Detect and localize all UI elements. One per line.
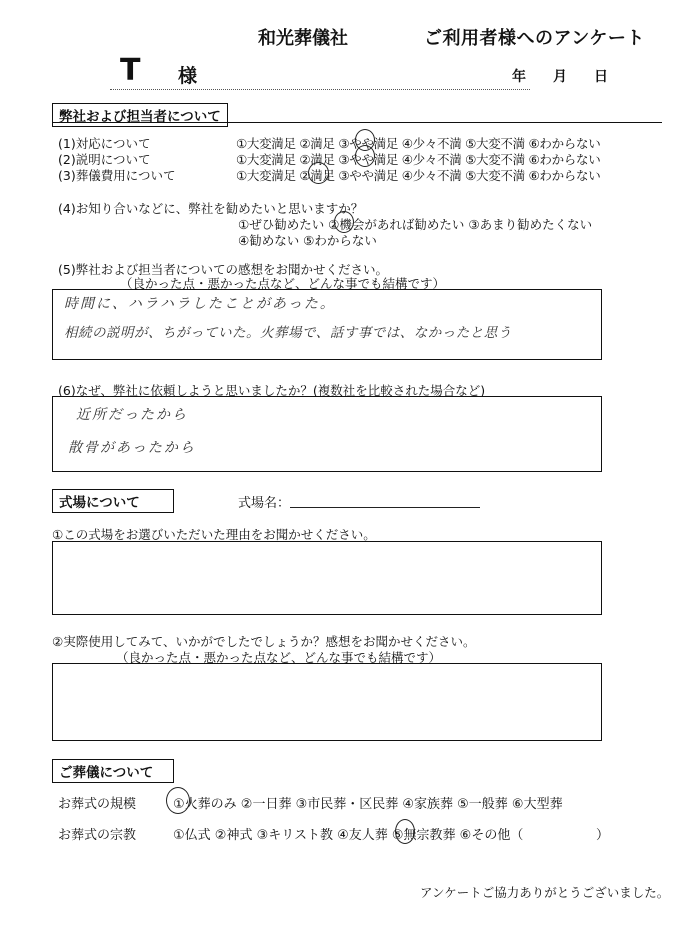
q3-answer-circle (308, 162, 329, 184)
section1-rule (52, 122, 662, 123)
q3-options: ①大変満足 ②満足 ③やや満足 ④少々不満 ⑤大変不満 ⑥わからない (236, 168, 601, 183)
footer-thanks: アンケートご協力ありがとうございました。 (420, 885, 670, 900)
q6-answer-line2: 散骨があったから (68, 440, 196, 456)
date-year: 年 (512, 69, 526, 85)
scale-answer-circle (166, 787, 190, 814)
venue-q2-box (52, 663, 602, 741)
survey-title: ご利用者様へのアンケート (424, 28, 645, 49)
religion-options: ①仏式 ②神式 ③キリスト教 ④友人葬 ⑤無宗教葬 ⑥その他（ (173, 828, 524, 843)
q1-options: ①大変満足 ②満足 ③やや満足 ④少々不満 ⑤大変不満 ⑥わからない (236, 136, 601, 151)
date-day: 日 (594, 69, 608, 85)
q5-sublabel: （良かった点・悪かった点など、どんな事でも結構です） (120, 276, 446, 291)
q5-answer-line2: 相続の説明が、ちがっていた。火葬場で、話す事では、なかったと思う (64, 325, 512, 341)
venue-name-line (290, 507, 480, 508)
venue-q1-box (52, 541, 602, 615)
q4-options-line1: ①ぜひ勧めたい ②機会があれば勧めたい ③あまり勧めたくない (238, 217, 593, 232)
scale-options: ①火葬のみ ②一日葬 ③市民葬・区民葬 ④家族葬 ⑤一般葬 ⑥大型葬 (173, 797, 563, 812)
religion-label: お葬式の宗教 (58, 828, 137, 843)
q4-answer-circle (334, 211, 354, 233)
name-underline (110, 89, 530, 90)
religion-close-paren: ） (596, 828, 610, 843)
venue-q2-sublabel: （良かった点・悪かった点など、どんな事でも結構です） (116, 650, 442, 665)
q2-answer-circle (355, 145, 375, 167)
q4-label: (4)お知り合いなどに、弊社を勧めたいと思いますか？ (58, 201, 364, 216)
company-name: 和光葬儀社 (258, 28, 348, 49)
venue-label: 式場名： (238, 496, 291, 511)
honorific: 様 (178, 65, 198, 87)
q3-label: (3)葬儀費用について (58, 168, 176, 183)
section2-title: 式場について (52, 489, 174, 513)
section3-title: ご葬儀について (52, 759, 174, 783)
customer-initial: T (120, 53, 141, 88)
q2-label: (2)説明について (58, 152, 151, 167)
q5-label: (5)弊社および担当者についての感想をお聞かせください。 (58, 262, 388, 277)
q4-options-line2: ④勧めない ⑤わからない (238, 233, 377, 248)
q6-label: (6)なぜ、弊社に依頼しようと思いましたか？(複数社を比較された場合など) (58, 383, 486, 398)
scale-label: お葬式の規模 (58, 797, 137, 812)
religion-answer-circle (395, 819, 415, 844)
q2-options: ①大変満足 ②満足 ③やや満足 ④少々不満 ⑤大変不満 ⑥わからない (236, 152, 601, 167)
q6-answer-line1: 近所だったから (76, 407, 188, 423)
venue-q2-label: ②実際使用してみて、いかがでしたでしょうか？感想をお聞かせください。 (52, 634, 476, 649)
venue-q1-label: ①この式場をお選びいただいた理由をお聞かせください。 (52, 527, 376, 542)
q5-answer-line1: 時間に、ハラハラしたことがあった。 (64, 296, 336, 312)
date-month: 月 (553, 69, 567, 85)
q1-label: (1)対応について (58, 136, 151, 151)
section1-title: 弊社および担当者について (52, 103, 228, 127)
